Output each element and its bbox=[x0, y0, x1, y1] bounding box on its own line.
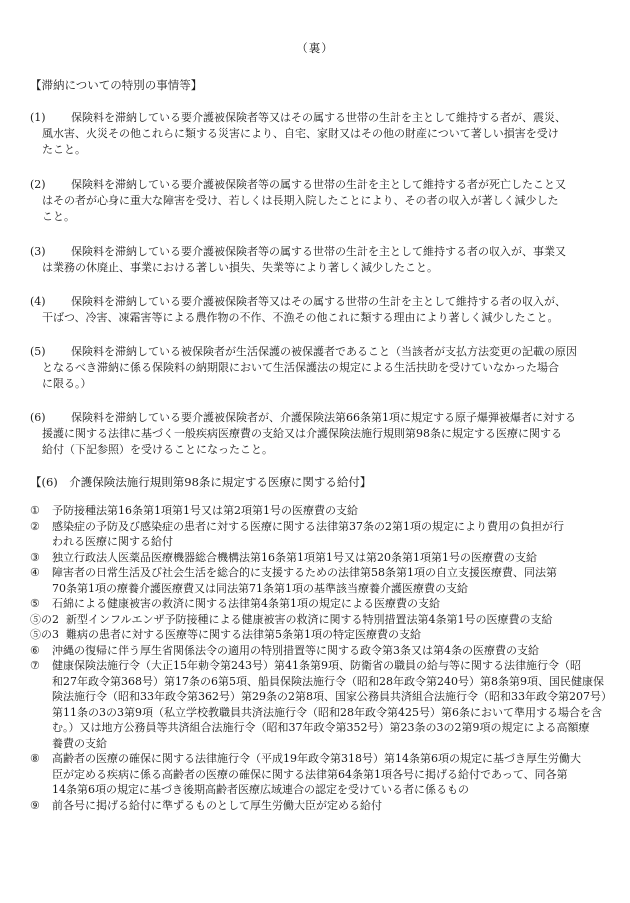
condition-4 bbox=[30, 294, 595, 326]
item-text: 前各号に掲げる給付に準ずるものとして厚生労働大臣が定める給付 bbox=[52, 798, 382, 812]
item-text: 14条第6項の規定に基づき後期高齢者医療広域連合の認定を受けている者に係るもの bbox=[52, 783, 469, 796]
condition-line: たこと。 bbox=[42, 143, 86, 156]
item-text: 新型インフルエンザ予防接種による健康被害の救済に関する特別措置法第4条第1号の医療費の支給 bbox=[66, 612, 553, 626]
condition-6 bbox=[30, 410, 595, 458]
list-item bbox=[30, 751, 600, 798]
item-text: 健康保険法施行令（大正15年勅令第243号）第41条第9項、防衛省の職員の給与等に関する法律施行令（昭 bbox=[52, 659, 581, 672]
benefit-list bbox=[30, 503, 612, 813]
condition-5 bbox=[30, 344, 595, 392]
condition-line: はその者が心身に重大な障害を受け、若しくは長期入院したことにより、その者の収入が著しく減少した bbox=[42, 194, 559, 207]
condition-number: (4) bbox=[30, 295, 46, 308]
list-item bbox=[30, 550, 600, 566]
item-marker: ④ bbox=[30, 566, 40, 579]
item-text: 石綿による健康被害の救済に関する法律第4条第1項の規定による医療費の支給 bbox=[52, 597, 440, 610]
item-text: われる医療に関する給付 bbox=[52, 535, 173, 548]
item-marker: ⑨ bbox=[30, 798, 40, 812]
condition-line: 干ばつ、冷害、凍霜害等による農作物の不作、不漁その他これに類する理由により著しく減少したこと。 bbox=[42, 311, 559, 324]
item-text: 和27年政令第368号）第17条の6第5項、船員保険法施行令（昭和28年政令第240号）第8条第9項、国民健康保 bbox=[52, 674, 604, 688]
condition-1 bbox=[30, 110, 595, 158]
condition-line: 保険料を滞納している要介護被保険者等の属する世帯の生計を主として維持する者の収入が、事業又 bbox=[60, 245, 566, 258]
item-marker: ⑤ bbox=[30, 597, 40, 610]
item-text: 臣が定める疾病に係る高齢者の医療の確保に関する法律第64条第1項各号に掲げる給付であって、同各第 bbox=[52, 767, 568, 781]
item-text: 70条第1項の療養介護医療費又は同法第71条第1項の基準該当療養介護医療費の支給 bbox=[52, 581, 468, 595]
condition-line: 保険料を滞納している要介護被保険者等の属する世帯の生計を主として維持する者が死亡したこと又 bbox=[60, 178, 566, 191]
list-item bbox=[30, 612, 600, 628]
item-text: 予防接種法第16条第1項第1号又は第2項第1号の医療費の支給 bbox=[52, 504, 358, 517]
item-text: 感染症の予防及び感染症の患者に対する医療に関する法律第37条の2第1項の規定により費用の負担が行 bbox=[52, 519, 564, 533]
condition-line: 給付（下記参照）を受けることになったこと。 bbox=[42, 443, 273, 456]
item-marker: ③ bbox=[30, 550, 40, 564]
item-marker: ② bbox=[30, 519, 40, 533]
item-marker: ⑤の2 bbox=[30, 612, 59, 626]
item-text: 養費の支給 bbox=[52, 736, 107, 750]
item-text: 険法施行令（昭和33年政令第362号）第29条の2第8項、国家公務員共済組合法施行令（昭和33年政令第207号） bbox=[52, 690, 612, 703]
list-item bbox=[30, 519, 600, 550]
page-side-label: （裏） bbox=[296, 41, 334, 55]
condition-2 bbox=[30, 177, 595, 225]
medical-benefit-heading: 【(6) 介護保険法施行規則第98条に規定する医療に関する給付】 bbox=[30, 475, 372, 489]
list-item bbox=[30, 596, 600, 612]
item-marker: ⑦ bbox=[30, 659, 40, 672]
condition-number: (1) bbox=[30, 111, 46, 124]
item-text: 沖縄の復帰に伴う厚生省関係法令の適用の特別措置等に関する政令第3条又は第4条の医療費の支給 bbox=[52, 643, 539, 657]
item-marker: ⑧ bbox=[30, 752, 40, 765]
condition-number: (6) bbox=[30, 411, 46, 424]
item-marker: ① bbox=[30, 504, 40, 517]
condition-line: 保険料を滞納している要介護被保険者等又はその属する世帯の生計を主として維持する者の収入が、 bbox=[60, 295, 566, 308]
condition-line: に限る。） bbox=[42, 377, 92, 390]
item-text: 難病の患者に対する医療等に関する法律第5条第1項の特定医療費の支給 bbox=[66, 628, 421, 641]
condition-line: となるべき滞納に係る保険料の納期限において生活保護法の規定による生活扶助を受けていなかった場合 bbox=[42, 361, 559, 374]
condition-line: こと。 bbox=[42, 210, 75, 223]
list-item bbox=[30, 503, 600, 519]
condition-number: (2) bbox=[30, 178, 46, 191]
special-circumstances-heading: 【滞納についての特別の事情等】 bbox=[30, 78, 203, 92]
item-text: 第11条の3の3第9項（私立学校教職員共済法施行令（昭和28年政令第425号）第6条において準用する場合を含 bbox=[52, 705, 602, 719]
condition-line: 風水害、火災その他これらに類する災害により、自宅、家財又はその他の財産について著しい損害を受け bbox=[42, 127, 559, 140]
list-item bbox=[30, 627, 600, 643]
condition-number: (3) bbox=[30, 245, 46, 258]
condition-line: 保険料を滞納している要介護被保険者が、介護保険法第66条第1項に規定する原子爆弾被爆者に対する bbox=[60, 411, 576, 424]
item-marker: ⑥ bbox=[30, 643, 40, 657]
list-item bbox=[30, 658, 612, 751]
item-text: む。）又は地方公務員等共済組合法施行令（昭和37年政令第352号）第23条の3の2第9項の規定による高額療 bbox=[52, 721, 590, 734]
condition-line: 援護に関する法律に基づく一般疾病医療費の支給又は介護保険法施行規則第98条に規定する医療に関する bbox=[42, 427, 562, 440]
item-marker: ⑤の3 bbox=[30, 628, 59, 641]
condition-line: は業務の休廃止、事業における著しい損失、失業等により著しく減少したこと。 bbox=[42, 261, 438, 274]
item-text: 障害者の日常生活及び社会生活を総合的に支援するための法律第58条第1項の自立支援医療費、同法第 bbox=[52, 566, 557, 579]
list-item bbox=[30, 643, 600, 659]
condition-3 bbox=[30, 244, 595, 276]
condition-number: (5) bbox=[30, 345, 46, 358]
list-item bbox=[30, 565, 600, 596]
condition-line: 保険料を滞納している被保険者が生活保護の被保護者であること（当該者が支払方法変更の記載の原因 bbox=[60, 345, 577, 358]
condition-line: 保険料を滞納している要介護被保険者等又はその属する世帯の生計を主として維持する者が、震災、 bbox=[60, 111, 566, 124]
list-item bbox=[30, 798, 600, 814]
item-text: 高齢者の医療の確保に関する法律施行令（平成19年政令第318号）第14条第6項の規定に基づき厚生労働大 bbox=[52, 752, 581, 765]
item-text: 独立行政法人医薬品医療機器総合機構法第16条第1項第1号又は第20条第1項第1号の医療費の支給 bbox=[52, 550, 537, 564]
